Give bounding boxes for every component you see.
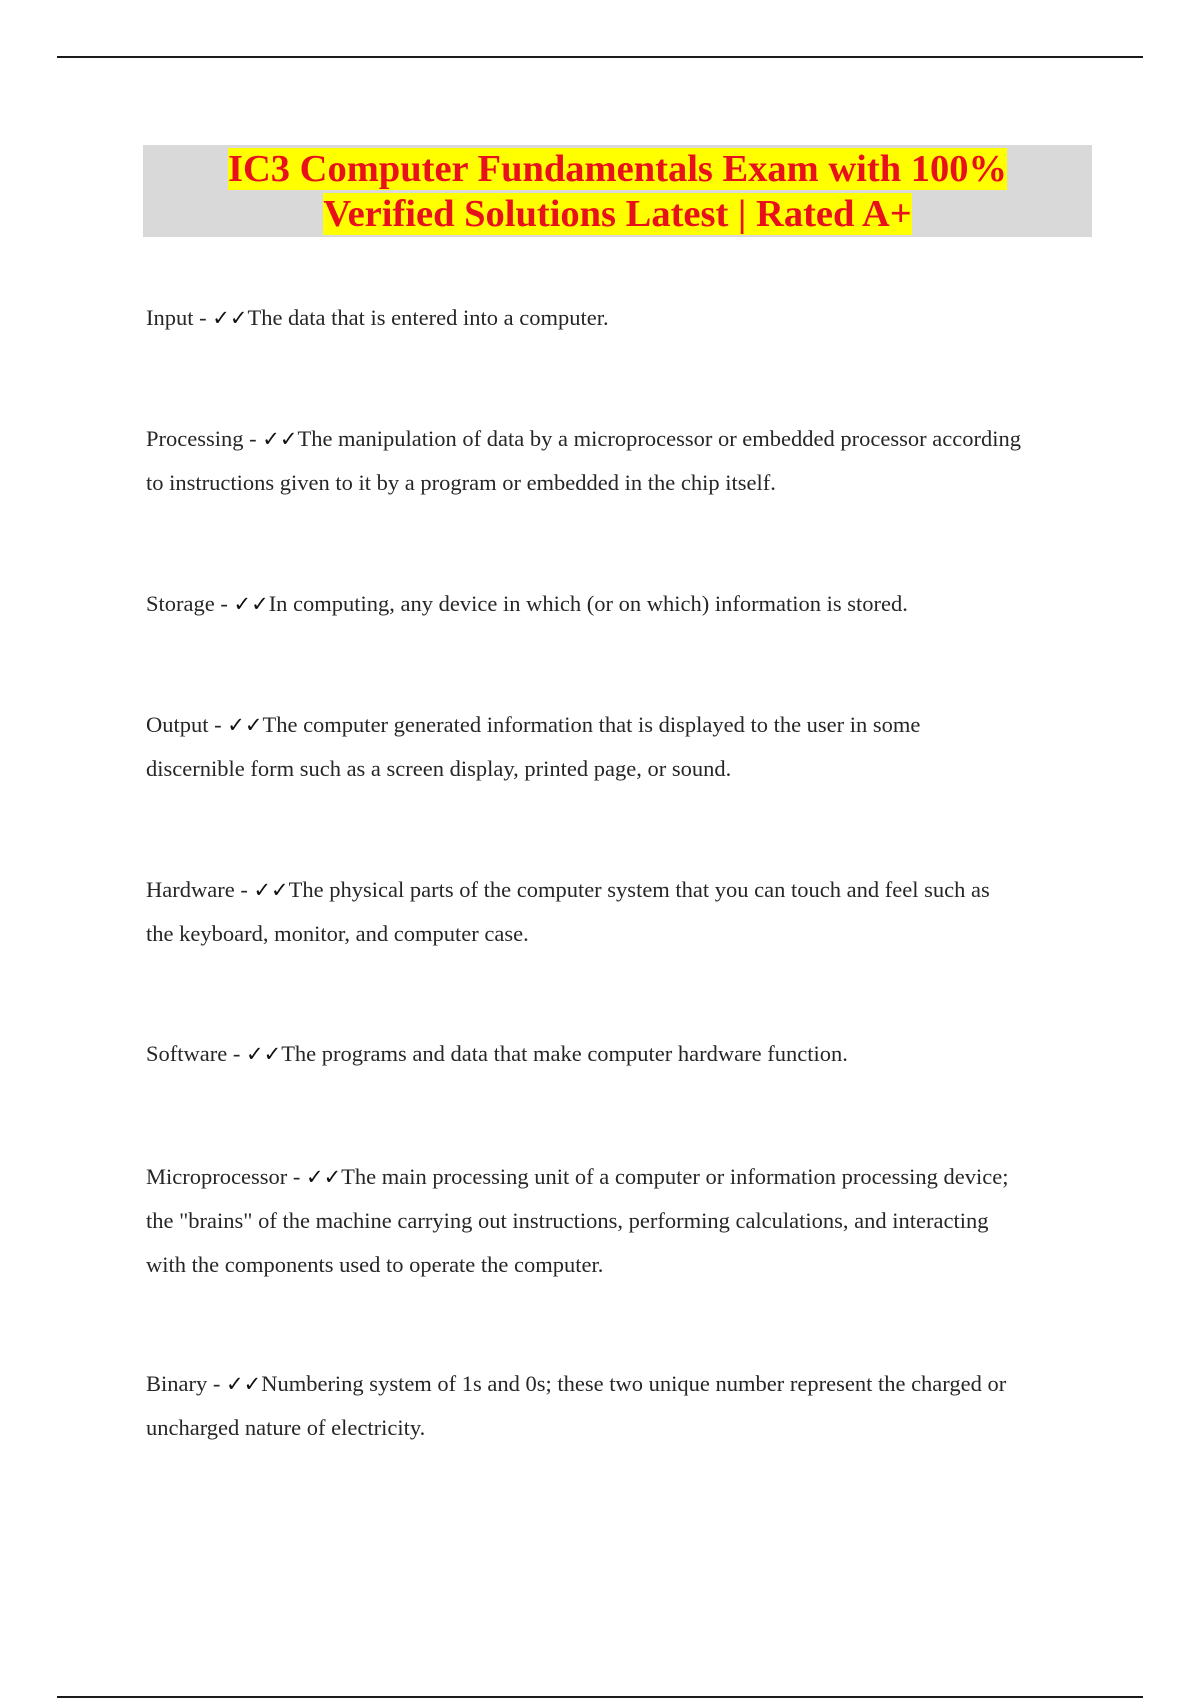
entry-line: Storage - ✓✓In computing, any device in which (or on which) information is stored. [146,591,908,616]
entry-definition-continued: the keyboard, monitor, and computer case. [146,921,529,946]
bottom-rule [57,1696,1143,1698]
entry-term: Hardware [146,877,235,902]
title-line-2 [143,192,1092,237]
entry-definition: The data that is entered into a computer. [247,305,609,330]
title-line-2-text: Verified Solutions Latest | Rated A+ [323,193,912,235]
double-check-icon: ✓✓ [245,1042,282,1066]
entry-definition: The programs and data that make computer hardware function. [281,1041,848,1066]
entry-term: Output [146,712,209,737]
double-check-icon: ✓✓ [226,1372,262,1396]
entry-definition-continued: discernible form such as a screen display, printed page, or sound. [146,756,732,781]
double-check-icon: ✓✓ [262,427,298,451]
title-banner [143,145,1092,237]
entry-definition: The main processing unit of a computer or information processing device; [341,1164,1009,1189]
title-line-1 [143,147,1092,192]
double-check-icon: ✓✓ [227,713,263,737]
entry-term: Software [146,1041,228,1066]
entry-storage [146,582,1106,626]
entry-term: Input [146,305,194,330]
entry-definition: The physical parts of the computer system that you can touch and feel such as [288,877,990,902]
entry-output [146,703,1106,791]
entry-line: Hardware - ✓✓The physical parts of the computer system that you can touch and feel such as [146,877,990,902]
entry-line: Software - ✓✓The programs and data that make computer hardware function. [146,1041,848,1066]
entry-definition: The computer generated information that is displayed to the user in some [262,712,921,737]
entry-microprocessor [146,1155,1106,1287]
entry-hardware [146,868,1106,956]
entry-term: Storage [146,591,215,616]
top-rule [57,56,1143,58]
entry-term: Binary [146,1371,208,1396]
entry-line: Binary - ✓✓Numbering system of 1s and 0s; these two unique number represent the charged or [146,1371,1007,1396]
entry-term: Microprocessor [146,1164,288,1189]
double-check-icon: ✓✓ [212,306,248,330]
entry-line: Processing - ✓✓The manipulation of data by a microprocessor or embedded processor according [146,426,1021,451]
entry-line: Output - ✓✓The computer generated information that is displayed to the user in some [146,712,921,737]
entry-definition-continued: the "brains" of the machine carrying out instructions, performing calculations, and interacting [146,1208,989,1233]
entry-definition: The manipulation of data by a microprocessor or embedded processor according [297,426,1021,451]
double-check-icon: ✓✓ [305,1165,342,1189]
entry-line: Input - ✓✓The data that is entered into a computer. [146,305,609,330]
double-check-icon: ✓✓ [253,878,289,902]
entry-input [146,296,1106,340]
entry-binary [146,1362,1106,1450]
entry-definition-continued: to instructions given to it by a program or embedded in the chip itself. [146,470,776,495]
entry-software [146,1032,1106,1076]
entry-processing [146,417,1106,505]
entry-term: Processing [146,426,244,451]
entry-definition: In computing, any device in which (or on which) information is stored. [268,591,908,616]
title-line-1-text: IC3 Computer Fundamentals Exam with 100% [228,148,1007,190]
entry-line: Microprocessor - ✓✓The main processing unit of a computer or information processing device; [146,1164,1009,1189]
double-check-icon: ✓✓ [233,592,269,616]
entry-definition: Numbering system of 1s and 0s; these two unique number represent the charged or [261,1371,1007,1396]
entry-definition-continued: uncharged nature of electricity. [146,1415,426,1440]
entry-definition-continued: with the components used to operate the computer. [146,1252,604,1277]
